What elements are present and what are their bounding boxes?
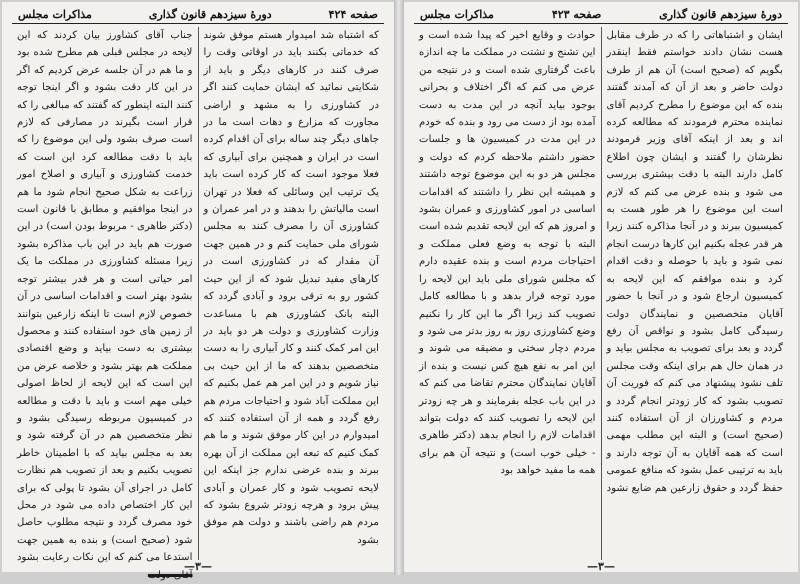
page-header	[12, 6, 384, 22]
column-text: که اشتباه شد امیدوار هستم موفق شوند که خدماتی بکنند باید در اوقاتی وقت را صرف کنند در کارهای دیگر و باید از شکایتی نمائید که ایشان حمایت کنند اگر در کشاورزی را به مشهد و اراضی مجاورت که مزارع و دهات است ما در جاهای دیگر چند ساله برای آن اقدام کرده است در ایران و همچنین برای آبیاری که فعلا موجود است که کار کرده است باید یک ترتیب این وسائلی که فعلا در تهران است مالیاتش را بدهند و در امر عمران و کشاورزی آن را مصرف کنند به مجلس شورای ملی حمایت کنم و در همین جهت آن مقدار که در کشاورزی است در کارهای مفید تبدیل شود که از این حیث کشور رو به ترقی برود و آبادی گردد که البته بانک کشاورزی هم با مساعدت وزارت کشاورزی و دولت هر دو باید در این امر کمک کنند و کار آبیاری را به دست متخصصین بدهند که ما از این حیث بی نیاز شویم و در این امر هم عمل بکنیم که این مملکت آباد شود و احتیاجات مردم هم رفع گردد و همه از آن استفاده کنند که امیدوارم در این کار موفق شوند و ما هم کمک کنیم که تبعه این مملکت از آن بهره ببرند و بنده عرضی ندارم جز اینکه این لایحه تصویب شود و کار عمران و آبادی پیش برود و هرچه زودتر شروع بشود که مردم هم راضی باشند و دولت هم موفق بشود	[203, 30, 379, 546]
page-header	[414, 6, 788, 22]
column-text: جناب آقای کشاورز بیان کردند که این لایحه در مجلس قبلی هم مطرح شده بود و ما هم در آن جلسه عرض کردیم که اگر در این کار دقت بشود و اگر اینجا توجه کنند البته اینطور که گفتند که مبالغی را که قرار است بگیرند در مصارفی که لازم است صرف بشود ولی این موضوع را که باید با دقت مطالعه کرد این است که خدمت کشاورزی و آبیاری و اصلاح امور زراعت به شکل صحیح انجام شود ما هم در اینجا موافقیم و مطابق با قانون است (دکتر طاهری - مربوط بودن است) در این صورت هم باید در این باب مذاکره بشود زیرا مسئله کشاورزی در مملکت ما یک امر حیاتی است و هر قدر بیشتر توجه بشود بهتر است و اقدامات اساسی در آن خصوص لازم است تا اینکه زارعین بتوانند از زمین های خود استفاده کنند و محصول بیشتری به دست بیاید و وضع اقتصادی مملکت هم بهتر بشود و خلاصه عرض من این است که این لایحه از لحاظ اصولی خیلی مهم است و باید با دقت و مطالعه در کمیسیون مربوطه رسیدگی بشود و نظر متخصصین هم در آن گرفته شود و بعد به مجلس بیاید که با اطمینان خاطر تصویب بکنیم و بعد از تصویب هم نظارت کامل در اجرای آن بشود تا پولی که برای این کار اختصاص داده می شود در محل خود مصرف گردد و نتیجه مطلوب حاصل شود (صحیح است) و بنده به همین جهت استدعا می کنم که این نکات رعایت بشود	[17, 30, 193, 564]
column-divider	[198, 27, 199, 560]
column-divider	[601, 27, 602, 560]
column-text: حوادث و وقایع اخیر که پیدا شده است و این تشنج و تشتت در مملکت ما چه اندازه باعث گرفتاری شده است و در نتیجه من عرض می کنم که اگر اختلاف و بحرانی بوجود بیاید آنچه در این مدت به دست آمده بود از دست می رود و بنده که خودم در این مدت در کمیسیون ها و جلسات حضور داشتم ملاحظه کردم که دولت و مجلس هر دو به این موضوع توجه داشتند و همیشه این نظر را داشتند که اقدامات اساسی در امور کشاورزی و عمران بشود و امروز هم که این لایحه تقدیم شده است البته با توجه به وضع فعلی مملکت و احتیاجات مردم است و بنده عقیده دارم که مجلس شورای ملی باید این لایحه را مورد توجه قرار بدهد و با مطالعه کامل تصویب کند زیرا اگر ما این کار را نکنیم وضع کشاورزی روز به روز بدتر می شود و مردم دچار سختی و مضیقه می شوند و این امر به نفع هیچ کس نیست و بنده از آقایان نمایندگان محترم تقاضا می کنم که در این باب عجله بفرمایند و هر چه زودتر این لایحه را تصویب کنند که دولت بتواند اقدامات لازم را انجام بدهد (دکتر طاهری - خیلی خوب است) و نتیجه آن هم برای همه ما مفید خواهد بود	[419, 30, 596, 477]
struck-text: آقای دولت	[147, 569, 193, 581]
right-page	[404, 2, 798, 572]
text-column	[199, 27, 385, 560]
left-page	[2, 2, 394, 581]
folio-number: —٣—	[587, 560, 615, 573]
text-columns	[414, 27, 788, 560]
header-rule	[414, 23, 788, 24]
page-number: صفحه ۴۲۳	[551, 7, 602, 21]
session-label: دورهٔ سیزدهم قانون گذاری	[659, 7, 782, 21]
text-column	[12, 27, 198, 581]
column-text: ایشان و اشتباهاتی را که در طرف مقابل هست نشان دادند خواستم فقط اینقدر بگویم که (صحیح است) آن هم از طرف دولت حاضر و بعد از آن که آمدند گفتند بنده که این موضوع را مطرح کردیم آقای نماینده محترم فرمودند که مطالعه کرده اند و بعد از اینکه آقای وزیر فرمودند نظرشان را گفتند و ایشان چون اطلاع کامل دارند البته با دقت بیشتری بررسی می شود و بنده عرض می کنم که لازم است این موضوع را هر طور هست به کمیسیون ببرند و در آنجا مذاکره کنند زیرا هر قدر عجله بکنیم این کارها درست انجام نمی شود و باید با حوصله و دقت اقدام کرد و بنده موافقم که این لایحه به کمیسیون ارجاع شود و در آنجا با حضور آقایان متخصصین و نمایندگان دولت رسیدگی کامل بشود و نواقص آن رفع گردد و بعد برای تصویب به مجلس بیاید و در همان حال هم برای اینکه وقت مجلس تلف نشود پیشنهاد می کنم که فوریت آن تصویب بشود که کار زودتر انجام گردد و مردم و کشاورزان از آن استفاده کنند (صحیح است) و البته این مطلب مهمی است که همه آقایان به آن توجه دارند و باید به ترتیبی عمل بشود که منافع عمومی حفظ گردد و حقوق زارعین هم ضایع نشود	[606, 30, 783, 494]
text-column	[414, 27, 601, 560]
session-label: دورهٔ سیزدهم قانون گذاری	[148, 7, 272, 21]
header-title: مذاکرات مجلس	[420, 7, 494, 21]
text-columns	[12, 27, 384, 581]
text-column	[602, 27, 789, 560]
header-title: مذاکرات مجلس	[18, 7, 92, 21]
folio-number: —٣—	[184, 560, 212, 573]
header-rule	[12, 23, 384, 24]
book-gutter	[394, 0, 404, 575]
page-number: صفحه ۴۲۴	[328, 7, 378, 21]
